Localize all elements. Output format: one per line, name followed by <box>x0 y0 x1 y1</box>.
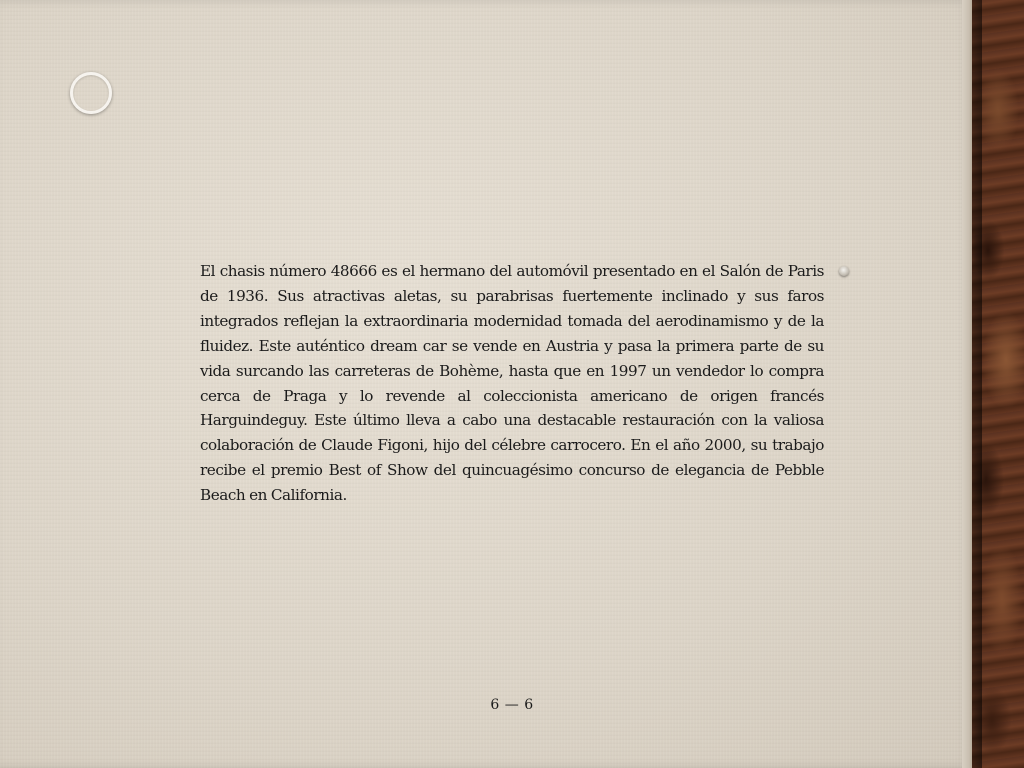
page-edge <box>962 0 972 768</box>
dot-icon[interactable] <box>839 266 849 276</box>
body-paragraph: El chasis número 48666 es el hermano del automóvil presentado en el Salón de Paris de 1936. Sus atractivas aletas, su parabrisas fuertemente inclinado y sus faros integrados reflejan la extraordinaria modernidad tomada del aerodinamismo y de la fluidez. Este auténtico dream car se vende en Austria y pasa la primera parte de su vida surcando las carreteras de Bohème, hasta que en 1997 un vendedor lo compra cerca de Praga y lo revende al coleccionista americano de origen francés Harguindeguy. Este último lleva a cabo una destacable restauración con la valiosa colaboración de Claude Figoni, hijo del célebre carrocero. En el año 2000, su trabajo recibe el premio Best of Show del quincuagésimo concurso de elegancia de Pebble Beach en California. <box>200 262 824 505</box>
circle-outline-icon[interactable] <box>70 72 112 114</box>
page-indicator: 6 — 6 <box>490 697 534 713</box>
